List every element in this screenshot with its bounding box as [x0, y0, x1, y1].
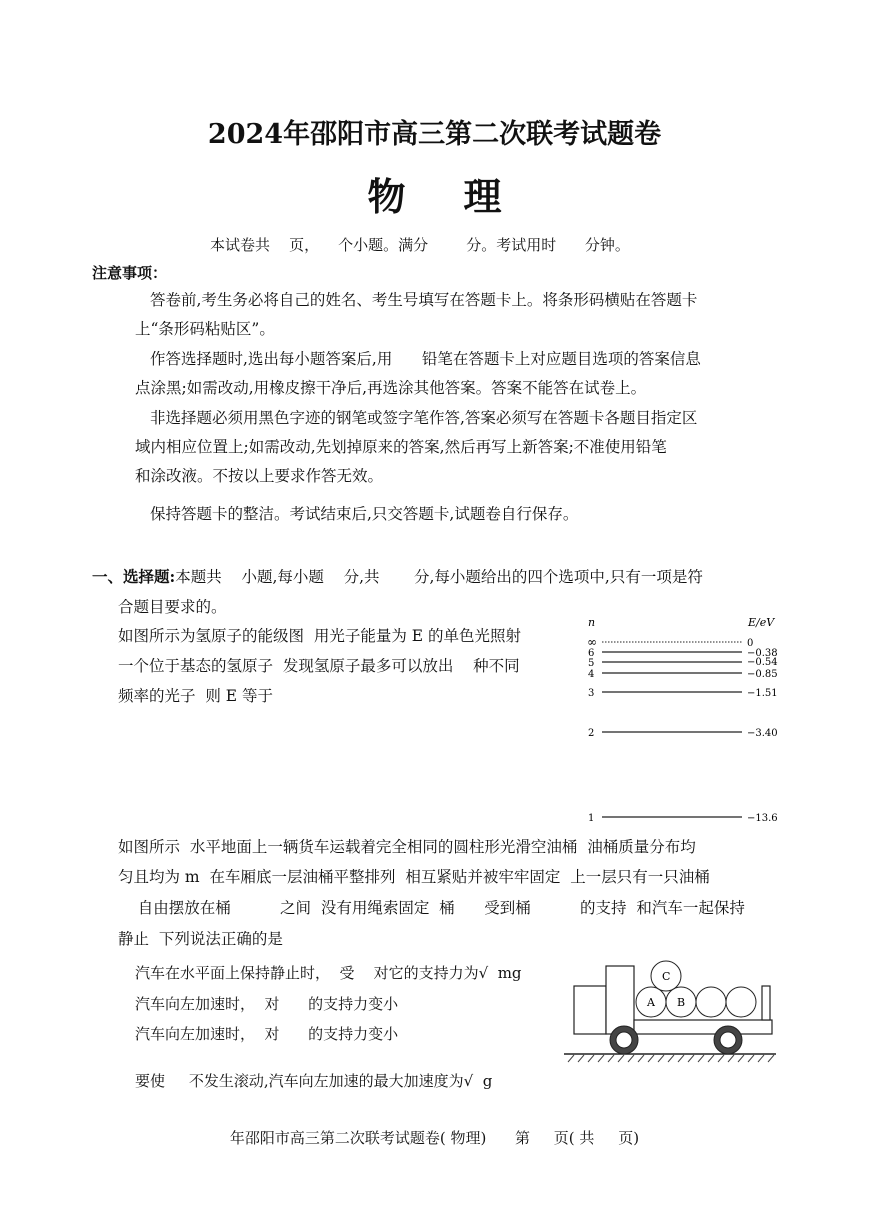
energy-level-diagram: [580, 612, 790, 827]
q2-text-line: 自由摆放在桶 之间 没有用绳索固定 桶 受到桶 的支持 和汽车一起保持: [118, 899, 745, 917]
q2-text-line: 匀且均为 m 在车厢底一层油桶平整排列 相互紧贴并被牢牢固定 上一层只有一只油桶: [118, 868, 710, 886]
subject-char-1: 物: [367, 174, 406, 219]
page-footer: 年邵阳市高三第二次联考试题卷( 物理) 第 页( 共 页): [229, 1129, 640, 1147]
q2-option: 要使 不发生滚动,汽车向左加速的最大加速度为√ g: [135, 1072, 493, 1090]
notice-line: 答卷前,考生务必将自己的姓名、考生号填写在答题卡上。将条形码横贴在答题卡: [150, 291, 698, 309]
barrel-b-label: B: [677, 996, 686, 1009]
q2-option: 汽车向左加速时， 对 的支持力变小: [135, 1025, 399, 1043]
section-description: 本题共 小题,每小题 分,共 分,每小题给出的四个选项中,只有一项是符: [175, 568, 703, 586]
level-n-label: 6: [588, 648, 595, 659]
notice-line: 作答选择题时,选出每小题答案后,用 铅笔在答题卡上对应题目选项的答案信息: [150, 350, 701, 368]
level-n-label: 2: [588, 728, 595, 739]
level-energy-label: −1.51: [747, 688, 778, 699]
notice-line: 点涂黑;如需改动,用橡皮擦干净后,再选涂其他答案。答案不能答在试卷上。: [135, 379, 647, 397]
truck-tailgate: [762, 986, 770, 1020]
section-heading: [92, 562, 703, 592]
q2-option: 汽车在水平面上保持静止时， 受 对它的支持力为√ mg: [135, 964, 522, 982]
section-description-cont: 合题目要求的。: [118, 598, 227, 616]
level-energy-label: −0.38: [747, 648, 778, 659]
level-n-label: ∞: [587, 635, 597, 649]
notice-line: 域内相应位置上;如需改动,先划掉原来的答案,然后再写上新答案;不准使用铅笔: [135, 438, 667, 456]
subject-title: [0, 166, 869, 221]
axis-n-label: n: [588, 616, 596, 629]
notice-heading: 注意事项：: [92, 264, 168, 282]
subject-char-2: 理: [463, 174, 502, 219]
truck-bed: [634, 1020, 772, 1034]
q1-text-line: 如图所示为氢原子的能级图 用光子能量为 E 的单色光照射: [118, 627, 522, 645]
exam-title: 2024年邵阳市高三第二次联考试题卷: [207, 119, 662, 150]
q1-text-line: 频率的光子 则 E 等于: [118, 687, 274, 705]
q1-text-line: 一个位于基态的氢原子 发现氢原子最多可以放出 种不同: [118, 657, 520, 675]
q2-text-line: 静止 下列说法正确的是: [118, 930, 283, 948]
barrel: [726, 987, 756, 1017]
truck-cab-front: [574, 986, 606, 1034]
notice-line: 保持答题卡的整洁。考试结束后,只交答题卡,试题卷自行保存。: [150, 505, 579, 523]
level-n-label: 5: [588, 658, 595, 669]
truck-barrel-diagram: [562, 958, 778, 1066]
level-energy-label: −0.85: [747, 669, 778, 680]
level-n-label: 3: [588, 688, 595, 699]
q2-text-line: 如图所示 水平地面上一辆货车运载着完全相同的圆柱形光滑空油桶 油桶质量分布均: [118, 838, 696, 856]
level-energy-label: 0: [747, 638, 754, 649]
axis-energy-label: E/eV: [748, 616, 775, 629]
barrel-a-label: A: [647, 996, 655, 1009]
truck-cab: [606, 966, 634, 1034]
level-energy-label: −13.6: [747, 813, 778, 824]
notice-line: 非选择题必须用黑色字迹的钢笔或签字笔作答,答案必须写在答题卡各题目指定区: [150, 409, 698, 427]
level-energy-label: −3.40: [747, 728, 778, 739]
q2-option: 汽车向左加速时， 对 的支持力变小: [135, 995, 399, 1013]
exam-info-line: 本试卷共 页， 个小题。满分 分。考试用时 分钟。: [210, 236, 630, 254]
level-energy-label: −0.54: [747, 657, 778, 668]
notice-line: 和涂改液。不按以上要求作答无效。: [135, 467, 384, 485]
ground-hatching: [568, 1055, 774, 1062]
notice-line: 上“条形码粘贴区”。: [135, 320, 275, 338]
section-label: 一、选择题:: [92, 567, 176, 586]
level-n-label: 4: [588, 669, 595, 680]
level-n-label: 1: [588, 813, 595, 824]
barrel-c-label: C: [662, 970, 671, 983]
barrel: [696, 987, 726, 1017]
